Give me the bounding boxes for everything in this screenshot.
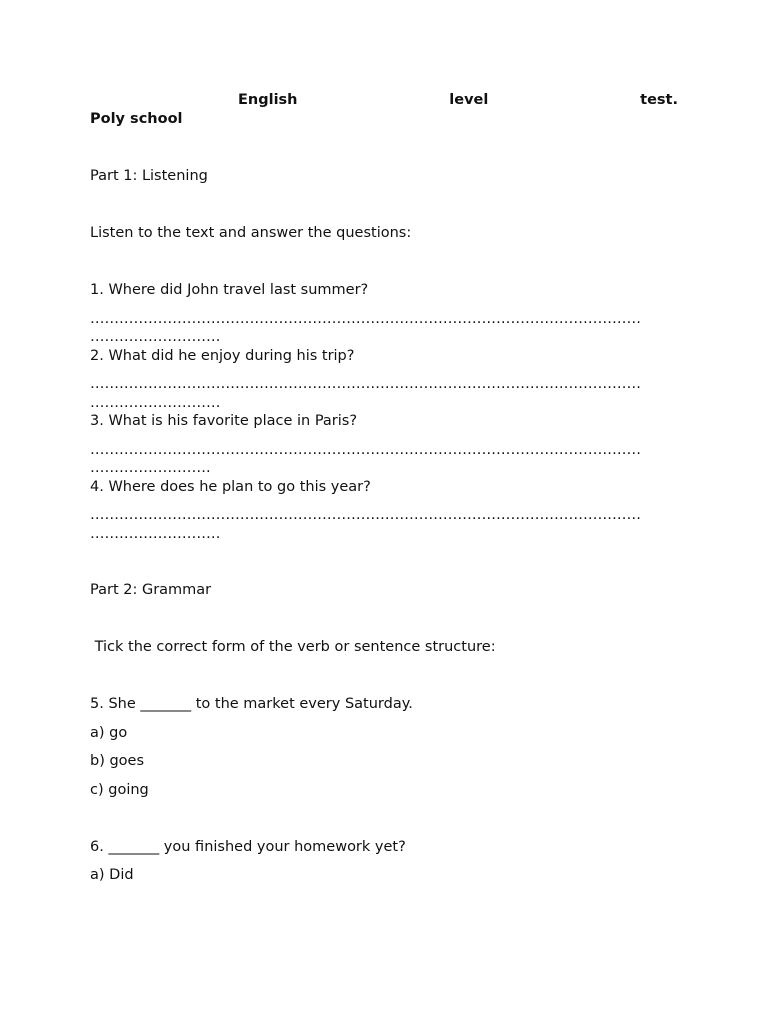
option-a[interactable]: a) Did xyxy=(90,867,134,883)
answer-line[interactable]: …………………………………………………………………………………………………… xyxy=(90,376,641,392)
title-word-english: English xyxy=(238,92,298,108)
title-word-test: test. xyxy=(640,92,678,108)
answer-line-continued[interactable]: ……………………… xyxy=(90,329,221,345)
answer-line-continued[interactable]: ……………………. xyxy=(90,460,211,476)
question-4 xyxy=(90,478,678,544)
question-text: 5. She _______ to the market every Saturday. xyxy=(90,696,413,712)
answer-line[interactable]: …………………………………………………………………………………………………… xyxy=(90,310,641,327)
question-text: 4. Where does he plan to go this year? xyxy=(90,478,371,495)
part2-heading: Part 2: Grammar xyxy=(90,582,212,598)
question-1 xyxy=(90,281,678,347)
question-6 xyxy=(90,838,678,886)
option-a[interactable]: a) go xyxy=(90,724,128,741)
part1-instruction: Listen to the text and answer the questions: xyxy=(90,225,412,241)
answer-line[interactable]: …………………………………………………………………………………………………… xyxy=(90,507,641,523)
option-b[interactable]: b) goes xyxy=(90,753,145,769)
question-text: 6. _______ you finished your homework yet? xyxy=(90,838,406,855)
question-text: 3. What is his favorite place in Paris? xyxy=(90,413,358,429)
test-document xyxy=(90,91,678,885)
title-word-level: level xyxy=(449,92,489,108)
school-name: Poly school xyxy=(90,111,183,127)
question-2 xyxy=(90,347,678,413)
answer-line-continued[interactable]: ……………………… xyxy=(90,394,221,411)
part2-instruction: Tick the correct form of the verb or sentence structure: xyxy=(90,639,496,655)
option-c[interactable]: c) going xyxy=(90,781,149,798)
answer-line[interactable]: …………………………………………………………………………………………………… xyxy=(90,441,641,458)
question-3 xyxy=(90,412,678,478)
question-text: 2. What did he enjoy during his trip? xyxy=(90,347,355,364)
part1-heading: Part 1: Listening xyxy=(90,168,208,184)
title-row xyxy=(90,91,678,110)
answer-line-continued[interactable]: ……………………… xyxy=(90,525,221,542)
question-5 xyxy=(90,695,678,800)
question-text: 1. Where did John travel last summer? xyxy=(90,282,369,298)
